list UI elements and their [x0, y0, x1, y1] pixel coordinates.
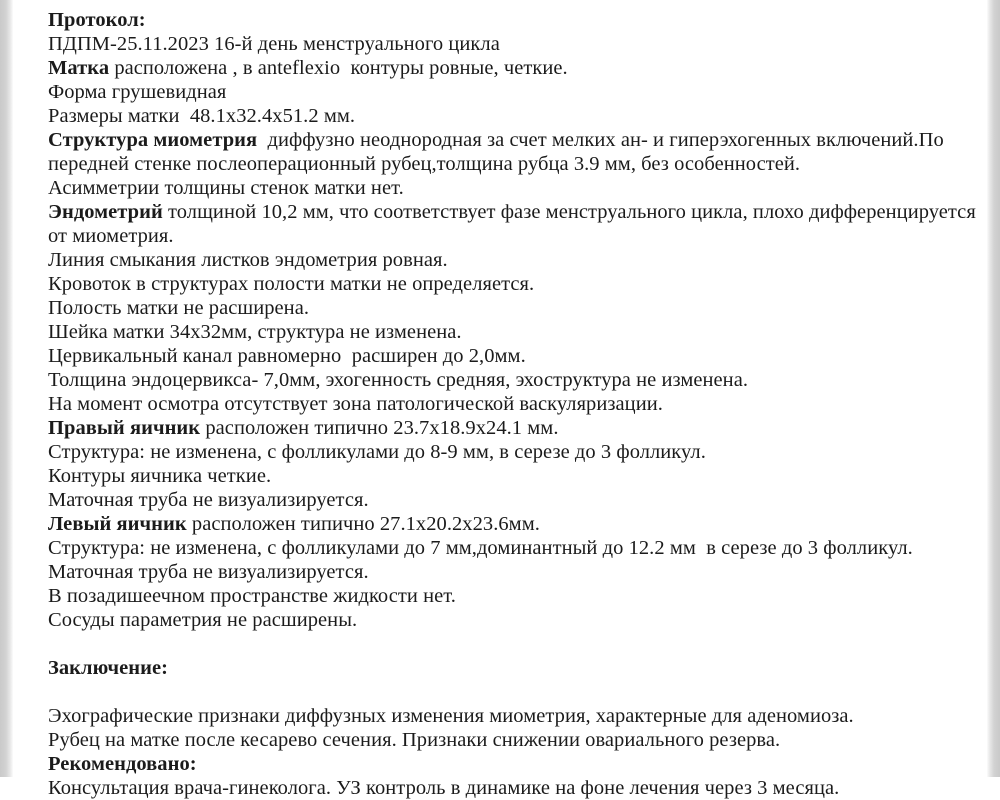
report-line	[48, 152, 977, 176]
report-line-text: передней стенке послеоперационный рубец,толщина рубца 3.9 мм, без особенностей.	[48, 153, 801, 175]
section-heading-protocol: Протокол:	[48, 9, 146, 31]
report-line	[48, 416, 977, 440]
report-line	[48, 32, 977, 56]
report-line-text: Маточная труба не визуализируется.	[48, 561, 369, 583]
report-line	[48, 440, 977, 464]
report-line-text: На момент осмотра отсутствует зона патологической васкуляризации.	[48, 393, 663, 415]
report-line	[48, 536, 977, 560]
report-line-text: Шейка матки 34х32мм, структура не изменена.	[48, 321, 462, 343]
report-line-text: Толщина эндоцервикса- 7,0мм, эхогенность средняя, эхоструктура не изменена.	[48, 369, 749, 391]
report-line	[48, 200, 977, 224]
report-line-text: Цервикальный канал равномерно расширен до 2,0мм.	[48, 345, 526, 367]
report-line-text: Асимметрии толщины стенок матки нет.	[48, 177, 404, 199]
report-line-text: Эхографические признаки диффузных изменения миометрия, характерные для аденомиоза.	[48, 705, 854, 727]
report-line	[48, 560, 977, 584]
report-line-text: Контуры яичника четкие.	[48, 465, 272, 487]
page-gutter-left	[0, 0, 13, 777]
term-left-ovary: Левый яичник	[48, 513, 187, 535]
report-line-text: расположен типично 27.1х20.2х23.6мм.	[186, 513, 540, 535]
page-gutter-right	[987, 0, 1000, 777]
report-line	[48, 248, 977, 272]
report-line	[48, 752, 977, 776]
report-line	[48, 584, 977, 608]
report-body	[48, 8, 977, 800]
term-uterus: Матка	[48, 57, 110, 79]
term-right-ovary: Правый яичник	[48, 417, 201, 439]
report-line	[48, 296, 977, 320]
blank-line	[48, 680, 977, 704]
term-endometrium: Эндометрий	[48, 201, 163, 223]
report-line	[48, 512, 977, 536]
report-line-text: ПДПМ-25.11.2023 16-й день менструального цикла	[48, 33, 500, 55]
report-line	[48, 464, 977, 488]
report-line	[48, 272, 977, 296]
section-heading-conclusion: Заключение:	[48, 657, 169, 679]
report-line	[48, 104, 977, 128]
report-line	[48, 728, 977, 752]
report-line	[48, 392, 977, 416]
report-line-text: Маточная труба не визуализируется.	[48, 489, 369, 511]
report-line-text: Сосуды параметрия не расширены.	[48, 609, 358, 631]
report-line-text: Консультация врача-гинеколога. УЗ контроль в динамике на фоне лечения через 3 месяца.	[48, 777, 840, 799]
report-line-text: от миометрия.	[48, 225, 174, 247]
report-line-text: толщиной 10,2 мм, что соответствует фазе менструального цикла, плохо дифференцируется	[162, 201, 976, 223]
report-line-text: Рубец на матке после кесарево сечения. Признаки снижении овариального резерва.	[48, 729, 781, 751]
term-myometrium-structure: Структура миометрия	[48, 129, 258, 151]
report-line-text: Форма грушевидная	[48, 81, 227, 103]
report-line	[48, 56, 977, 80]
report-line	[48, 608, 977, 632]
report-line-text: Структура: не изменена, с фолликулами до 7 мм,доминантный до 12.2 мм в серезе до 3 фолликул.	[48, 537, 913, 559]
report-line	[48, 224, 977, 248]
report-line	[48, 128, 977, 152]
report-line	[48, 488, 977, 512]
report-line	[48, 776, 977, 800]
page-sheet	[13, 0, 987, 799]
section-heading-recommended: Рекомендовано:	[48, 753, 197, 775]
report-line-text: В позадишеечном пространстве жидкости нет.	[48, 585, 456, 607]
report-line-text: расположен типично 23.7х18.9х24.1 мм.	[200, 417, 559, 439]
report-line-text: Размеры матки 48.1х32.4х51.2 мм.	[48, 105, 356, 127]
report-line	[48, 176, 977, 200]
report-line	[48, 320, 977, 344]
report-line	[48, 344, 977, 368]
blank-line	[48, 632, 977, 656]
report-line	[48, 704, 977, 728]
report-line	[48, 656, 977, 680]
report-line	[48, 80, 977, 104]
report-line-text: Линия смыкания листков эндометрия ровная.	[48, 249, 448, 271]
report-line-text: расположена , в anteflexio контуры ровные, четкие.	[109, 57, 568, 79]
report-line-text: диффузно неоднородная за счет мелких ан- и гиперэхогенных включений.По	[257, 129, 944, 151]
report-line-text: Структура: не изменена, с фолликулами до 8-9 мм, в серезе до 3 фолликул.	[48, 441, 706, 463]
report-line-text: Кровоток в структурах полости матки не определяется.	[48, 273, 535, 295]
report-line-text: Полость матки не расширена.	[48, 297, 310, 319]
report-line	[48, 8, 977, 32]
report-line	[48, 368, 977, 392]
